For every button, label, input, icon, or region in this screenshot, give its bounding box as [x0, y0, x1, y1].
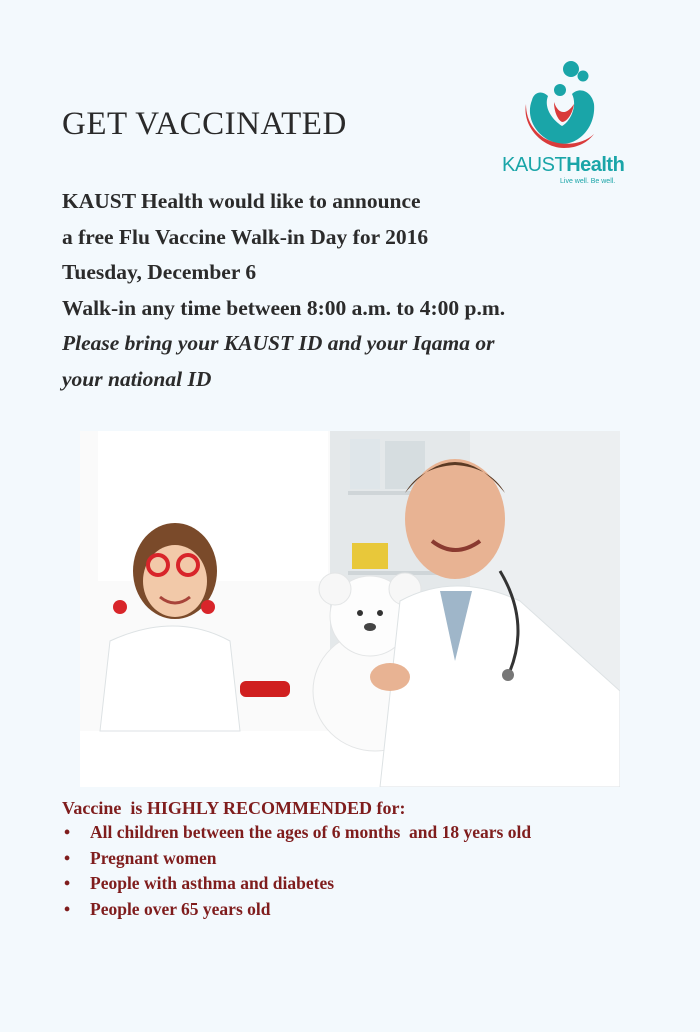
- logo-brand-a: KAUST: [502, 154, 567, 176]
- id-instruction: your national ID: [62, 366, 212, 391]
- bullet-icon: •: [64, 822, 71, 842]
- bullet-icon: •: [64, 847, 71, 868]
- announcement: [62, 184, 505, 397]
- logo-brand-b: Health: [566, 154, 625, 176]
- id-instruction: Please bring your KAUST ID and your Iqama or: [62, 331, 495, 355]
- family-heart-icon: [522, 60, 600, 152]
- kaust-health-logo: [500, 60, 625, 190]
- announcement-line: a free Flu Vaccine Walk-in Day for 2016: [62, 224, 429, 249]
- recommendation-section: [62, 796, 531, 922]
- list-item: [62, 897, 531, 923]
- list-item: [62, 846, 531, 872]
- recommendation-heading: Vaccine is HIGHLY RECOMMENDED for:: [62, 798, 406, 818]
- event-time: Walk-in any time between 8:00 a.m. to 4:00 p.m.: [62, 295, 506, 320]
- doctor-and-child-photo: [80, 431, 620, 787]
- list-item: [62, 871, 531, 897]
- event-date: Tuesday, December 6: [62, 260, 257, 284]
- list-item-text: People over 65 years old: [90, 898, 271, 919]
- logo-tagline: Live well. Be well.: [560, 178, 616, 185]
- list-item: [62, 820, 531, 846]
- logo-wordmark: [502, 154, 624, 177]
- recommendation-list: [62, 820, 531, 922]
- announcement-line: KAUST Health would like to announce: [62, 189, 421, 213]
- bullet-icon: •: [64, 898, 71, 919]
- page-title: GET VACCINATED: [62, 106, 347, 142]
- list-item-text: People with asthma and diabetes: [90, 873, 335, 893]
- list-item-text: Pregnant women: [90, 847, 217, 868]
- bullet-icon: •: [64, 873, 71, 893]
- list-item-text: All children between the ages of 6 months and 18 years old: [90, 822, 532, 842]
